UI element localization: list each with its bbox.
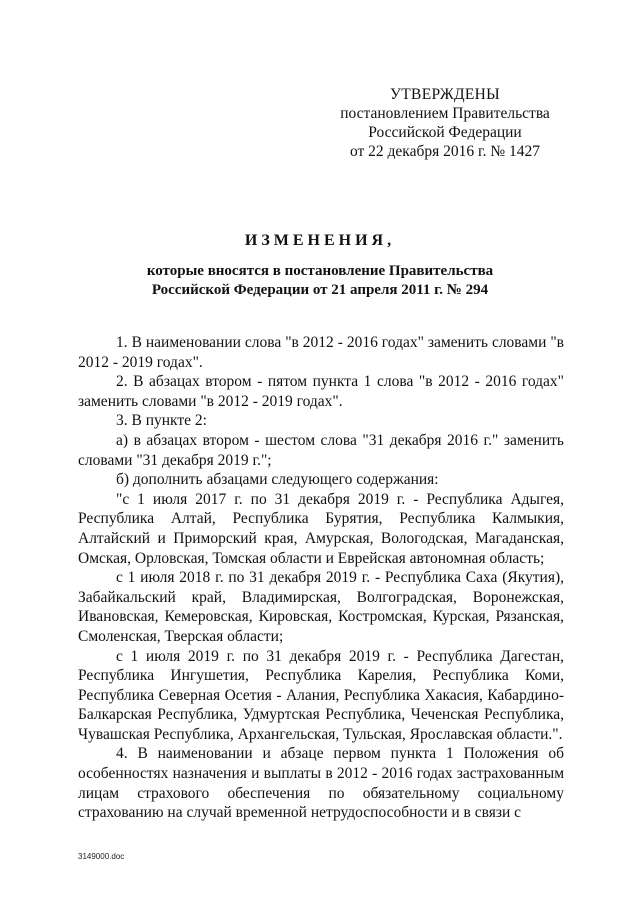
paragraph-3b: б) дополнить абзацами следующего содержания: xyxy=(116,471,439,489)
paragraph-4: 4. В наименовании и абзаце первом пункта 1 Положения об особенностях назначения и выплаты в 2012 - 2016 годах застрахованным лицам страхового обеспечения по обязательному социальному страхованию на случай временной нетрудоспособности и в связи с xyxy=(78,745,564,822)
paragraph-3: 3. В пункте 2: xyxy=(116,412,207,430)
paragraph-2017: "с 1 июля 2017 г. по 31 декабря 2019 г. - Республика Адыгея, Республика Алтай, Республика Бурятия, Республика Калмыкия, Алтайский и Приморский края, Амурская, Вологодская, Магаданская, Омская, Орловская, Томская области и Еврейская автономная область; xyxy=(78,490,564,567)
approval-line-2: Российской Федерации xyxy=(368,124,522,141)
document-body xyxy=(78,333,564,823)
paragraph-1: 1. В наименовании слова "в 2012 - 2016 годах" заменить словами "в 2012 - 2019 годах". xyxy=(78,334,564,371)
document-subtitle-line-2: Российской Федерации от 21 апреля 2011 г. № 294 xyxy=(151,282,489,298)
document-heading xyxy=(60,232,580,300)
paragraph-2: 2. В абзацах втором - пятом пункта 1 слова "в 2012 - 2016 годах" заменить словами "в 2012 - 2019 годах". xyxy=(78,373,564,410)
document-subtitle-line-1: которые вносятся в постановление Правительства xyxy=(146,263,494,279)
paragraph-2019: с 1 июля 2019 г. по 31 декабря 2019 г. - Республика Дагестан, Республика Ингушетия, Республика Карелия, Республика Коми, Республика Северная Осетия - Алания, Республика Хакасия, Кабардино-Балкарская Республика, Удмуртская Республика, Чеченская Республика, Чувашская Республика, Архангельская, Тульская, Ярославская области.". xyxy=(78,647,564,743)
document-title: ИЗМЕНЕНИЯ, xyxy=(244,232,396,249)
approval-line-1: постановлением Правительства xyxy=(340,105,550,122)
paragraph-3a: а) в абзацах втором - шестом слова "31 декабря 2016 г." заменить словами "31 декабря 2019 г."; xyxy=(78,431,564,469)
document-file-code: 3149000.doc xyxy=(78,852,125,861)
approval-line-3: от 22 декабря 2016 г. № 1427 xyxy=(349,143,541,160)
approval-block xyxy=(330,85,560,161)
paragraph-2018: с 1 июля 2018 г. по 31 декабря 2019 г. - Республика Саха (Якутия), Забайкальский край, Владимирская, Волгоградская, Воронежская, Ивановская, Кемеровская, Кировская, Костромская, Курская, Рязанская, Смоленская, Тверская области; xyxy=(78,569,564,645)
approval-title: УТВЕРЖДЕНЫ xyxy=(390,86,500,103)
